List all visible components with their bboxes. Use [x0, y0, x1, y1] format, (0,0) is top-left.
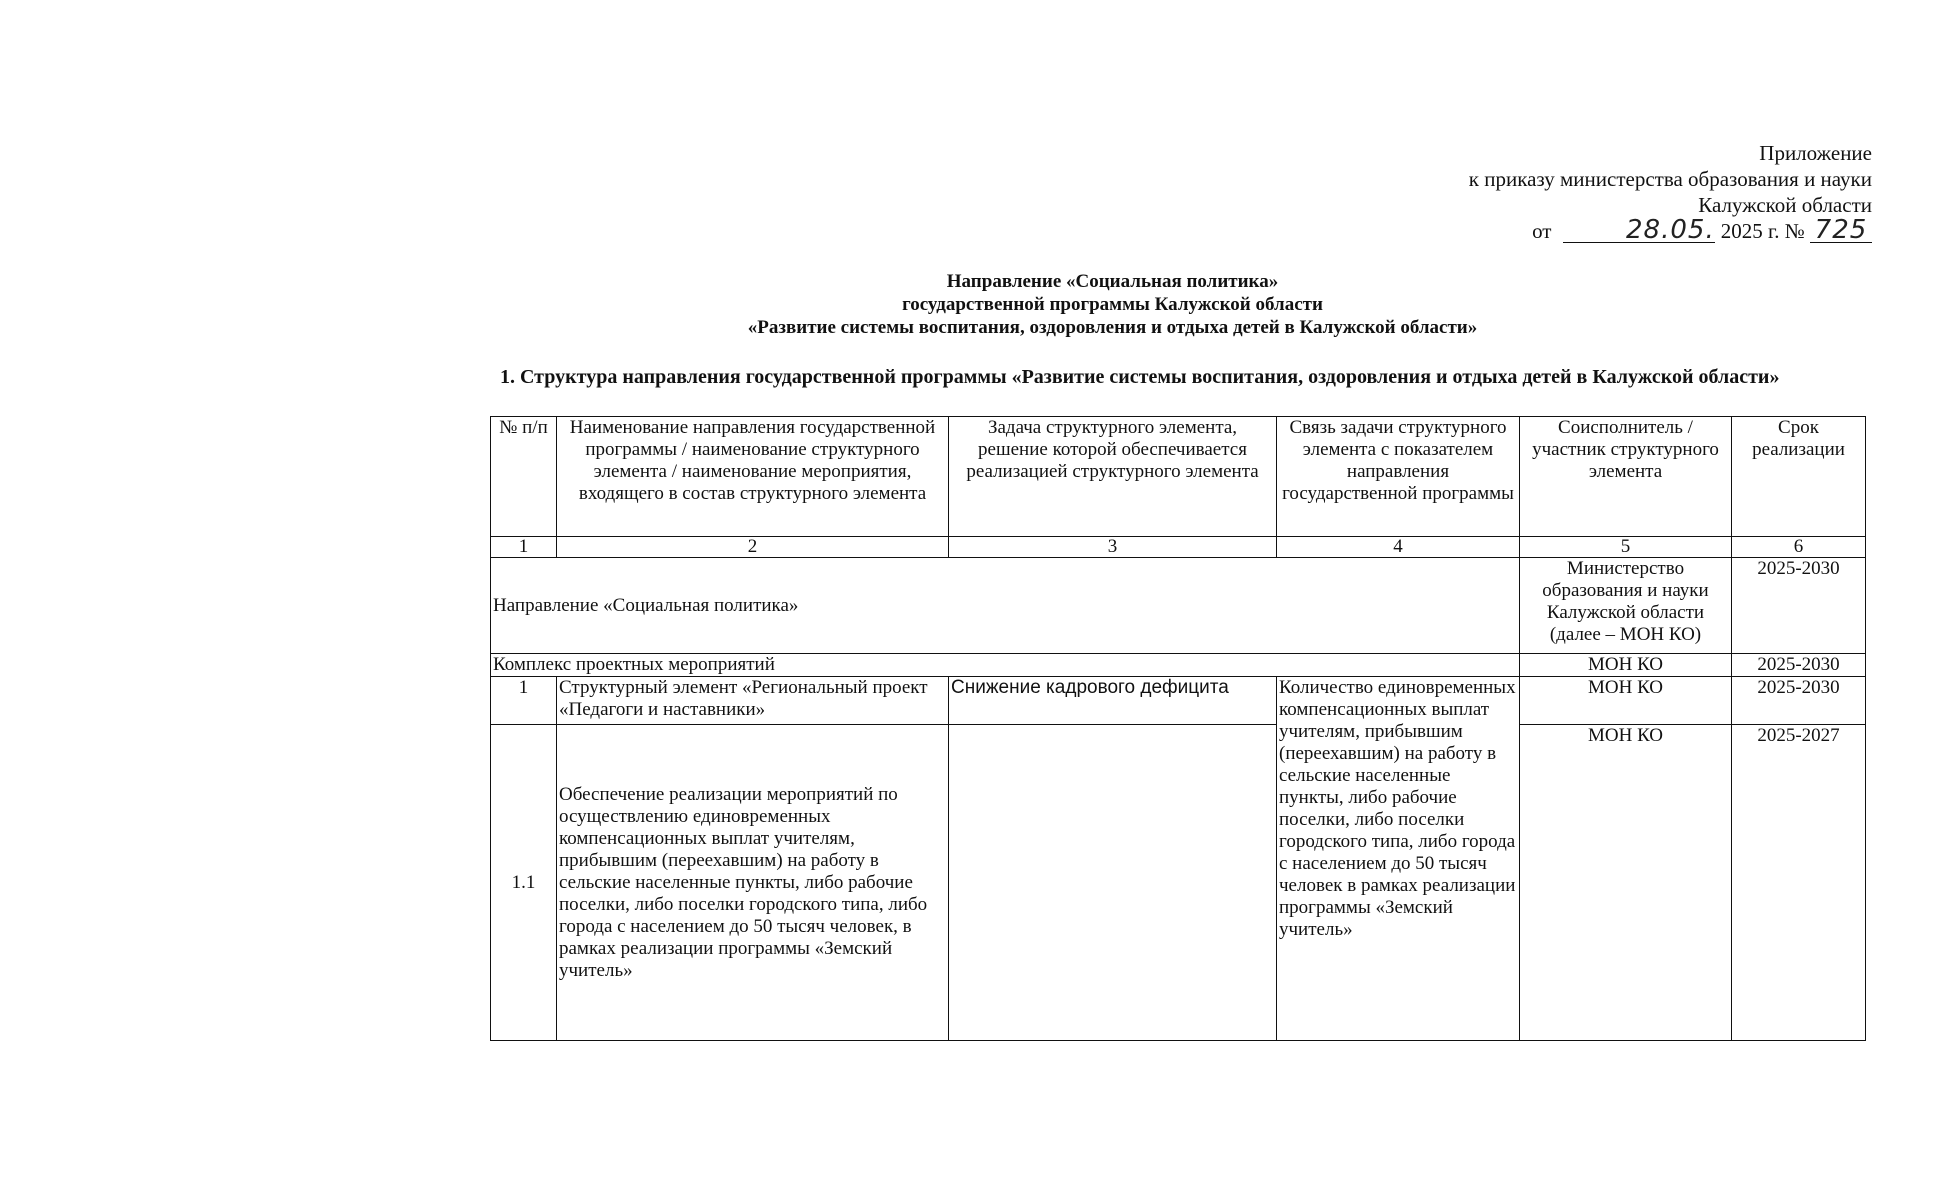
complex-name: Комплекс проектных мероприятий [491, 654, 1520, 677]
title-line-2: государственной программы Калужской области [902, 294, 1323, 315]
title-line-3: «Развитие системы воспитания, оздоровления и отдыха детей в Калужской области» [747, 317, 1478, 338]
row-num: 1 [491, 677, 557, 725]
row-executor: МОН КО [1520, 725, 1732, 1041]
handwritten-number: 725 [1814, 215, 1868, 245]
row-task: Снижение кадрового дефицита [949, 677, 1277, 725]
row-num: 1.1 [491, 725, 557, 1041]
column-number: 6 [1732, 537, 1866, 558]
approval-block [1469, 140, 1872, 244]
appendix-label: Приложение [1759, 141, 1872, 165]
direction-row [491, 558, 1866, 654]
order-date-line [1469, 215, 1872, 245]
row-period: 2025-2027 [1732, 725, 1866, 1041]
year-text: 2025 г. № [1720, 219, 1805, 243]
complex-period: 2025-2030 [1732, 654, 1866, 677]
order-reference: к приказу министерства образования и науки [1468, 167, 1872, 191]
table-row [491, 725, 1866, 1041]
date-prefix: от [1532, 219, 1552, 243]
header-name: Наименование направления государственной программы / наименование структурного элемента / наименование мероприятия, входящего в состав структурного элемента [557, 417, 949, 537]
header-executor: Соисполнитель / участник структурного элемента [1520, 417, 1732, 537]
region-name: Калужской области [1698, 193, 1872, 217]
number-blank [1810, 215, 1872, 245]
complex-row [491, 654, 1866, 677]
column-number: 4 [1277, 537, 1520, 558]
direction-name: Направление «Социальная политика» [491, 558, 1520, 654]
header-num: № п/п [491, 417, 557, 537]
column-number: 2 [557, 537, 949, 558]
table-row [491, 677, 1866, 725]
date-blank [1563, 215, 1715, 245]
column-number-row [491, 537, 1866, 558]
table-header-row [491, 417, 1866, 537]
header-period: Срок реализации [1732, 417, 1866, 537]
complex-executor: МОН КО [1520, 654, 1732, 677]
section-title: 1. Структура направления государственной программы «Развитие системы воспитания, оздоровления и отдыха детей в Калужской области» [500, 366, 1780, 388]
row-name: Обеспечение реализации мероприятий по осуществлению единовременных компенсационных выплат учителям, прибывшим (переехавшим) на работу в сельские населенные пункты, либо рабочие поселки, либо поселки городского типа, либо города с населением до 50 тысяч человек, в рамках реализации программы «Земский учитель» [557, 725, 949, 1041]
header-link: Связь задачи структурного элемента с показателем направления государственной программы [1277, 417, 1520, 537]
title-line-1: Направление «Социальная политика» [946, 271, 1279, 292]
structure-table [490, 416, 1866, 1041]
column-number: 1 [491, 537, 557, 558]
column-number: 3 [949, 537, 1277, 558]
direction-executor: Министерство образования и науки Калужской области (далее – МОН КО) [1520, 558, 1732, 654]
direction-period: 2025-2030 [1732, 558, 1866, 654]
row-period: 2025-2030 [1732, 677, 1866, 725]
handwritten-date: 28.05. [1626, 215, 1715, 245]
row-indicator-link: Количество единовременных компенсационных выплат учителям, прибывшим (переехавшим) на работу в сельские населенные пункты, либо рабочие поселки, либо поселки городского типа, либо города с населением до 50 тысяч человек в рамках реализации программы «Земский учитель» [1277, 677, 1520, 1041]
document-title [0, 270, 1935, 339]
row-task [949, 725, 1277, 1041]
column-number: 5 [1520, 537, 1732, 558]
header-task: Задача структурного элемента, решение которой обеспечивается реализацией структурного элемента [949, 417, 1277, 537]
row-executor: МОН КО [1520, 677, 1732, 725]
row-name: Структурный элемент «Региональный проект «Педагоги и наставники» [557, 677, 949, 725]
